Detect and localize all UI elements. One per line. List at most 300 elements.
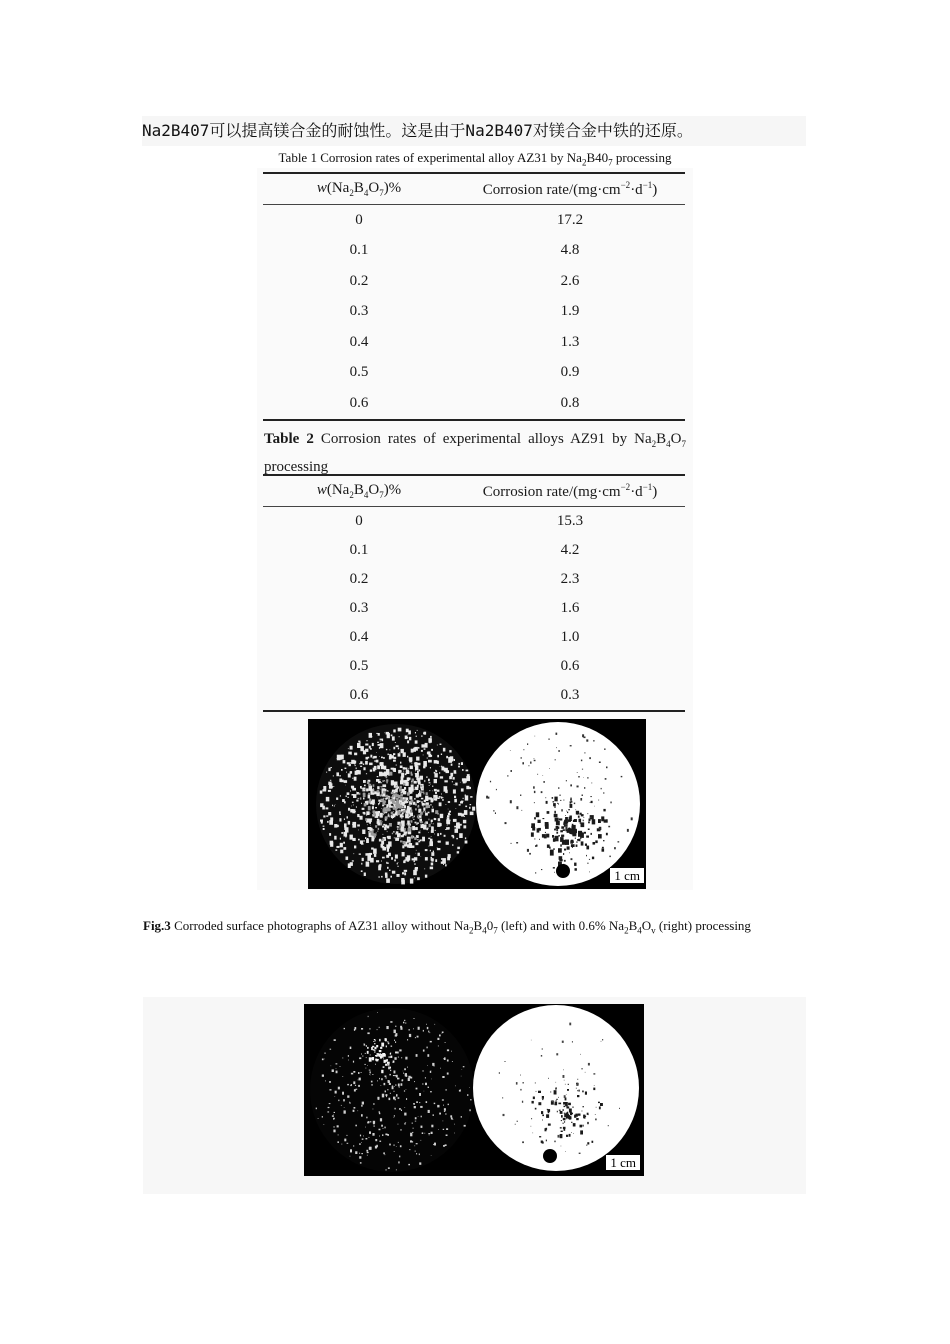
speckle [404, 1020, 405, 1021]
speckle [336, 1063, 338, 1064]
speckle [382, 772, 385, 776]
speckle [361, 803, 362, 804]
speckle [570, 804, 573, 808]
speckle [587, 777, 588, 779]
speckle [576, 1118, 579, 1120]
speckle [430, 1041, 432, 1043]
speckle [452, 844, 454, 845]
speckle [563, 835, 565, 837]
speckle [359, 1078, 361, 1081]
speckle [430, 767, 431, 768]
speckle [393, 768, 396, 772]
speckle [454, 770, 457, 774]
speckle [554, 806, 555, 808]
speckle [375, 1059, 377, 1061]
speckle [416, 736, 417, 737]
speckle [584, 832, 586, 834]
speckle [567, 846, 570, 849]
speckle [383, 791, 386, 794]
speckle [451, 1051, 452, 1052]
speckle [568, 1118, 569, 1119]
speckle [558, 1097, 559, 1098]
speckle [425, 875, 427, 878]
speckle [439, 1113, 441, 1115]
speckle [388, 841, 392, 846]
speckle [573, 1133, 574, 1134]
speckle [424, 1091, 425, 1092]
speckle [424, 748, 426, 750]
speckle [569, 1109, 572, 1113]
speckle [407, 740, 409, 743]
table-cell: 0.3 [349, 303, 369, 320]
speckle [359, 742, 360, 743]
speckle [356, 792, 359, 795]
speckle [384, 1083, 386, 1085]
speckle [434, 779, 437, 783]
speckle [543, 781, 545, 783]
speckle [424, 780, 425, 782]
speckle [385, 1134, 387, 1136]
speckle [538, 828, 541, 831]
speckle [405, 1057, 407, 1060]
speckle [395, 1108, 396, 1110]
speckle [573, 820, 576, 822]
speckle [556, 829, 558, 831]
speckle [428, 760, 432, 763]
speckle [428, 1087, 429, 1088]
speckle [437, 745, 438, 746]
speckle [462, 769, 464, 771]
speckle [452, 1119, 453, 1120]
speckle [553, 801, 555, 802]
speckle [561, 826, 564, 829]
speckle [402, 845, 404, 848]
speckle [401, 818, 402, 819]
speckle [458, 813, 462, 816]
speckle [555, 1087, 557, 1089]
speckle [441, 797, 443, 799]
speckle [560, 800, 561, 801]
speckle [395, 1033, 397, 1036]
speckle [385, 795, 388, 798]
table1 [263, 172, 685, 421]
table-cell: 1.0 [560, 629, 580, 645]
speckle [330, 767, 332, 768]
speckle [554, 814, 558, 817]
speckle [365, 761, 368, 765]
speckle [386, 804, 387, 805]
speckle [556, 747, 557, 748]
speckle [435, 792, 437, 794]
speckle [366, 757, 369, 760]
table-cell: 15.3 [556, 513, 584, 529]
speckle [374, 1125, 375, 1127]
speckle [460, 801, 463, 803]
table-row [263, 327, 685, 358]
table-cell: 0.5 [349, 364, 369, 381]
speckle [534, 758, 535, 759]
speckle [403, 785, 404, 786]
speckle [407, 756, 408, 758]
speckle [447, 825, 448, 826]
speckle [565, 815, 566, 816]
speckle [554, 797, 557, 802]
speckle [383, 757, 385, 759]
speckle [394, 1115, 395, 1116]
speckle [439, 802, 442, 806]
speckle [454, 826, 456, 828]
speckle [433, 824, 434, 825]
speckle [397, 784, 398, 785]
speckle [316, 1108, 317, 1110]
speckle [415, 827, 418, 830]
speckle [605, 778, 607, 780]
speckle [424, 823, 426, 825]
speckle [555, 759, 556, 760]
speckle [437, 833, 439, 836]
speckle [408, 777, 409, 778]
speckle [381, 1043, 384, 1047]
speckle [568, 1084, 569, 1085]
speckle [553, 848, 555, 850]
speckle [416, 842, 419, 845]
speckle [377, 820, 378, 821]
speckle [517, 1121, 518, 1122]
speckle [434, 772, 436, 774]
speckle [536, 812, 539, 817]
speckle [366, 1045, 367, 1046]
speckle [411, 783, 412, 784]
speckle [366, 839, 369, 843]
speckle [431, 820, 433, 822]
speckle [424, 764, 426, 766]
speckle [355, 1125, 357, 1127]
speckle [576, 842, 578, 843]
speckle [369, 799, 371, 802]
table-cell: 0.5 [349, 658, 369, 674]
speckle [582, 1125, 583, 1127]
speckle [363, 764, 364, 765]
speckle [355, 1151, 357, 1154]
speckle [352, 794, 354, 796]
speckle [406, 770, 409, 774]
speckle [432, 791, 433, 792]
speckle [398, 826, 399, 828]
speckle [366, 1150, 368, 1152]
speckle [441, 766, 442, 767]
speckle [546, 1114, 549, 1118]
speckle [571, 801, 573, 803]
speckle [401, 792, 402, 793]
speckle [359, 1153, 360, 1154]
speckle [419, 792, 420, 794]
speckle [340, 781, 341, 782]
speckle [565, 1084, 566, 1085]
speckle [389, 805, 390, 806]
speckle [457, 822, 459, 823]
speckle [398, 1097, 400, 1099]
speckle [379, 756, 380, 757]
speckle [372, 743, 374, 746]
speckle [464, 1125, 466, 1127]
speckle [439, 772, 440, 774]
speckle [427, 828, 429, 830]
speckle [419, 801, 421, 803]
speckle [351, 1073, 353, 1075]
speckle [587, 863, 588, 864]
table1-header-row [263, 173, 685, 205]
speckle [373, 1109, 374, 1110]
speckle [569, 832, 571, 834]
speckle [361, 1142, 362, 1143]
speckle [444, 768, 448, 772]
speckle [550, 850, 554, 856]
speckle [340, 780, 343, 783]
speckle [440, 814, 444, 818]
speckle [369, 822, 371, 824]
speckle [425, 804, 426, 805]
speckle [407, 1067, 408, 1068]
speckle [375, 1050, 376, 1051]
speckle [399, 788, 402, 791]
speckle [416, 1088, 418, 1090]
speckle [421, 1126, 423, 1128]
speckle [446, 804, 447, 805]
speckle [554, 811, 556, 814]
speckle [469, 787, 471, 789]
speckle [410, 820, 412, 823]
speckle [589, 859, 590, 860]
table2-col-corrosion-rate: Corrosion rate/$(mg\cdot cm^{-2}\cdot d^{-1})$ [455, 475, 685, 507]
speckle [594, 1085, 595, 1086]
speckle [543, 818, 545, 819]
speckle [561, 1131, 563, 1132]
speckle [447, 1073, 449, 1075]
speckle [553, 867, 555, 869]
speckle [351, 806, 352, 807]
speckle [363, 750, 366, 754]
speckle [343, 1099, 345, 1101]
speckle [443, 1129, 444, 1130]
speckle [428, 1110, 430, 1113]
speckle [558, 1103, 561, 1105]
table-cell: 0.1 [349, 542, 369, 558]
speckle [555, 1082, 556, 1083]
speckle [576, 1088, 577, 1089]
speckle [358, 1072, 360, 1074]
speckle [341, 769, 343, 771]
figure4-photo [304, 1004, 644, 1176]
speckle [531, 832, 534, 836]
speckle [429, 790, 430, 791]
speckle [387, 825, 389, 828]
speckle [430, 784, 431, 785]
speckle [425, 811, 426, 813]
speckle [380, 822, 382, 825]
speckle [560, 1134, 563, 1138]
speckle [435, 799, 437, 801]
speckle [397, 799, 398, 800]
speckle [427, 1047, 428, 1049]
speckle [353, 805, 354, 806]
speckle [416, 850, 417, 851]
speckle [369, 1147, 371, 1150]
speckle [409, 824, 410, 825]
speckle [371, 736, 373, 737]
speckle [434, 760, 438, 763]
speckle [346, 796, 348, 797]
speckle [401, 878, 404, 882]
speckle [587, 1122, 589, 1124]
speckle [421, 839, 422, 840]
speckle [426, 776, 427, 777]
speckle [572, 832, 575, 836]
speckle [373, 808, 374, 809]
speckle [394, 1057, 396, 1060]
speckle [547, 811, 550, 814]
speckle [363, 780, 366, 783]
speckle [397, 866, 399, 867]
speckle [538, 820, 541, 823]
speckle [413, 1028, 414, 1029]
speckle [420, 821, 423, 823]
speckle [409, 1034, 411, 1037]
speckle [368, 806, 371, 810]
speckle [423, 808, 425, 811]
speckle [558, 1135, 560, 1138]
speckle [361, 843, 364, 845]
speckle [571, 858, 573, 860]
speckle [409, 1149, 410, 1150]
speckle [591, 833, 592, 835]
speckle [548, 1111, 550, 1113]
speckle [410, 1133, 412, 1137]
speckle [493, 810, 495, 811]
speckle [408, 1078, 410, 1081]
speckle [443, 1105, 444, 1106]
speckle [335, 849, 337, 850]
speckle [389, 805, 390, 806]
speckle [358, 1079, 359, 1080]
speckle [387, 879, 388, 880]
speckle [384, 780, 385, 781]
speckle [435, 830, 436, 831]
speckle [387, 836, 390, 839]
speckle [446, 756, 448, 758]
speckle [557, 803, 558, 804]
speckle [372, 806, 374, 809]
speckle [554, 829, 556, 831]
speckle [388, 754, 389, 756]
speckle [421, 1140, 422, 1141]
speckle [590, 817, 592, 818]
speckle [452, 759, 454, 761]
speckle [395, 855, 398, 859]
speckle [379, 1027, 380, 1028]
speckle [427, 758, 428, 759]
speckle [359, 1156, 361, 1159]
speckle [581, 1068, 582, 1069]
speckle [421, 736, 423, 737]
speckle [454, 1124, 455, 1125]
speckle [571, 841, 574, 844]
speckle [368, 793, 370, 795]
speckle [330, 841, 334, 845]
table-row [263, 236, 685, 267]
speckle [515, 1124, 516, 1125]
speckle [377, 1097, 379, 1100]
speckle [329, 783, 333, 788]
speckle [563, 1069, 564, 1070]
speckle [352, 788, 356, 791]
speckle [372, 1133, 374, 1136]
speckle [340, 838, 341, 840]
speckle [569, 852, 570, 853]
speckle [416, 822, 418, 824]
speckle [372, 803, 374, 805]
speckle [367, 856, 371, 861]
speckle [547, 1109, 548, 1110]
speckle [363, 793, 366, 797]
speckle [371, 831, 374, 836]
speckle [322, 1116, 323, 1117]
speckle [416, 777, 418, 780]
speckle [379, 1054, 381, 1056]
speckle [440, 776, 443, 778]
speckle [574, 863, 576, 866]
speckle [595, 1119, 597, 1121]
speckle [345, 768, 347, 769]
speckle [389, 754, 392, 757]
speckle [386, 805, 388, 808]
speckle [564, 860, 566, 862]
speckle [334, 824, 337, 828]
speckle [423, 761, 427, 767]
speckle [359, 763, 360, 764]
speckle [600, 1103, 603, 1106]
speckle [415, 1151, 416, 1152]
speckle [527, 849, 529, 852]
speckle [523, 749, 524, 750]
speckle [414, 816, 415, 818]
speckle [582, 795, 584, 796]
speckle [541, 1111, 543, 1114]
speckle [408, 730, 411, 734]
speckle [346, 1135, 347, 1136]
speckle [553, 803, 556, 806]
speckle [569, 1116, 572, 1120]
speckle [435, 770, 436, 771]
speckle [394, 1086, 395, 1087]
speckle [379, 802, 380, 804]
speckle [387, 1062, 390, 1064]
speckle [374, 760, 376, 761]
speckle [381, 793, 383, 794]
speckle [457, 847, 460, 849]
speckle [426, 802, 429, 805]
speckle [566, 1106, 569, 1108]
speckle [361, 1105, 362, 1107]
speckle [435, 810, 438, 814]
speckle [392, 871, 395, 874]
speckle [453, 777, 455, 780]
speckle [405, 844, 407, 846]
speckle [404, 1107, 405, 1108]
speckle [598, 834, 602, 838]
speckle [391, 780, 394, 785]
speckle [318, 1118, 319, 1119]
speckle [335, 804, 336, 805]
